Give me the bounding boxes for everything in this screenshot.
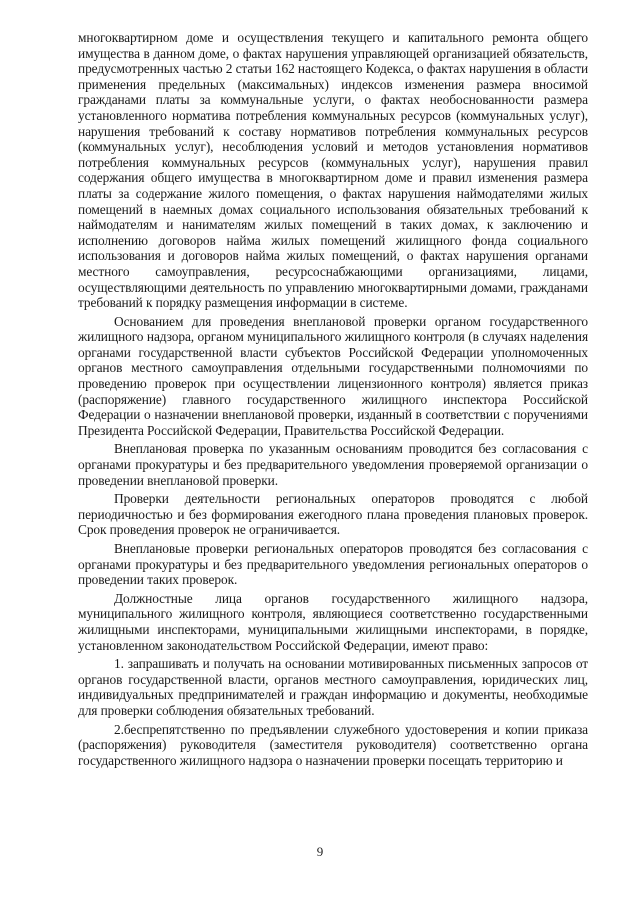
list-item-right-2: 2.беспрепятственно по предъявлении служебного удостоверения и копии приказа (распоряжения) руководителя (заместителя руководителя) соответственно органа государственного жилищного надзора о назначении проверки посещать территорию и — [78, 721, 588, 768]
paragraph-officials-rights: Должностные лица органов государственного жилищного надзора, муниципального жилищного контроля, являющиеся соответственно государственными жилищными инспекторами, муниципальными жилищными инспекторами, в порядке, установленном законодательством Российской Федерации, имеют право: — [78, 590, 588, 653]
paragraph-regional-operators-inspections: Проверки деятельности региональных операторов проводятся с любой периодичностью и без формирования ежегодного плана проведения плановых проверок. Срок проведения проверок не ограничивается. — [78, 491, 588, 538]
page-number: 9 — [316, 844, 324, 859]
document-body — [78, 30, 588, 771]
paragraph-unscheduled-regional-operators: Внеплановые проверки региональных операторов проводятся без согласования с органами прокуратуры и без предварительного уведомления региональных операторов о проведении таких проверок. — [78, 541, 588, 588]
list-item-right-1: 1. запрашивать и получать на основании мотивированных письменных запросов от органов государственной власти, органов местного самоуправления, юридических лиц, индивидуальных предпринимателей и граждан информацию и документы, необходимые для проверки соблюдения обязательных требований. — [78, 656, 588, 718]
paragraph-basis-for-inspection: Основанием для проведения внеплановой проверки органом государственного жилищного надзора, органом муниципального жилищного контроля (в случаях наделения органами государственной власти субъектов Российской Федерации уполномоченных органов местного самоуправления отдельными государственными полномочиями по проведению проверок при осуществлении лицензионного контроля) является приказ (распоряжение) главного государственного жилищного инспектора Российской Федерации о назначении внеплановой проверки, изданный в соответствии с поручениями Президента Российской Федерации, Правительства Российской Федерации. — [78, 313, 588, 438]
paragraph-continuation: многоквартирном доме и осуществления текущего и капитального ремонта общего имущества в данном доме, о фактах нарушения управляющей организацией обязательств, предусмотренных частью 2 статьи 162 настоящего Кодекса, о фактах нарушения в области применения предельных (максимальных) индексов изменения размера вносимой гражданами платы за коммунальные услуги, о фактах необоснованности размера установленного норматива потребления коммунальных ресурсов (коммунальных услуг), нарушения требований к составу нормативов потребления коммунальных ресурсов (коммунальных услуг), несоблюдения условий и методов установления нормативов потребления коммунальных ресурсов (коммунальных услуг), нарушения правил содержания общего имущества в многоквартирном доме и правил изменения размера платы за содержание жилого помещения, о фактах нарушения наймодателями жилых помещений в наемных домах социального использования обязательных требований к наймодателям и нанимателям жилых помещений в таких домах, к заключению и исполнению договоров найма жилых помещений жилищного фонда социального использования и договоров найма жилых помещений, о фактах нарушения органами местного самоуправления, ресурсоснабжающими организациями, лицами, осуществляющими деятельность по управлению многоквартирными домами, гражданами требований к порядку размещения информации в системе. — [78, 30, 589, 311]
paragraph-unscheduled-inspection: Внеплановая проверка по указанным основаниям проводится без согласования с органами прокуратуры и без предварительного уведомления проверяемой организации о проведении внеплановой проверки. — [78, 441, 588, 488]
